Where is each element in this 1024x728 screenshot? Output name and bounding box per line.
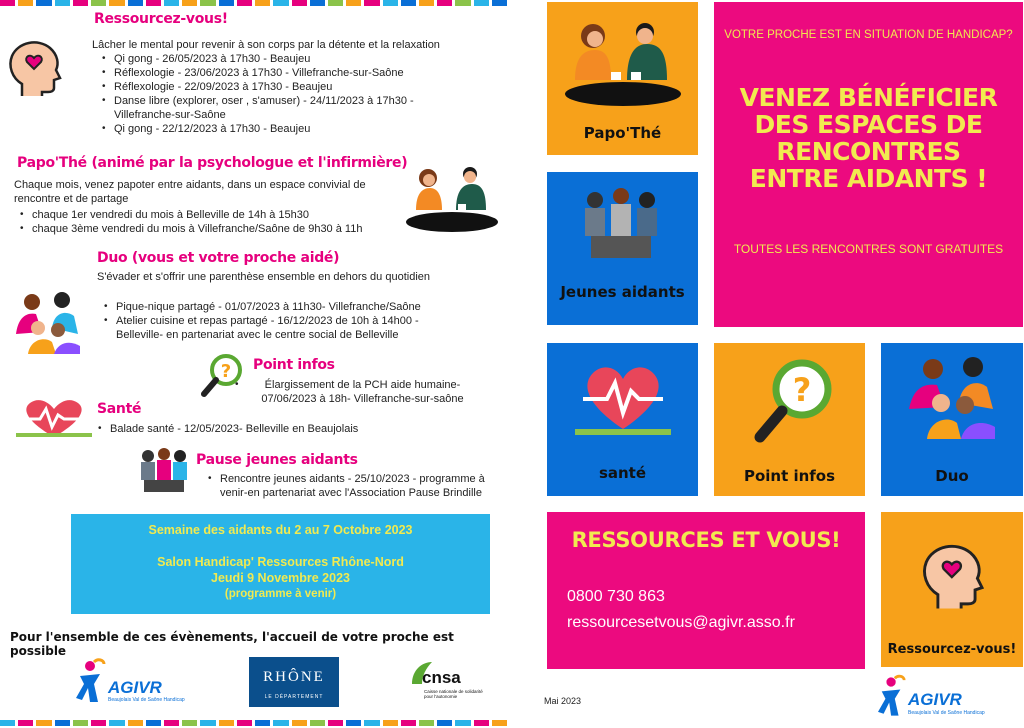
rhone-logo-sub: LE DÉPARTEMENT — [264, 694, 324, 700]
health-heart-illustration — [16, 397, 92, 441]
rhone-logo-text: RHÔNE — [263, 669, 325, 685]
cnsa-logo — [408, 660, 488, 708]
events-banner — [71, 514, 490, 614]
banner-line-1: Semaine des aidants du 2 au 7 Octobre 2023 — [148, 523, 413, 537]
footer-note: Pour l'ensemble de ces évènements, l'accueil de votre proche est possible — [10, 630, 454, 658]
tea-people-illustration — [402, 160, 502, 234]
duo-people-tile-illustration — [903, 353, 1003, 441]
ressourcez-title: Ressourcez-vous! — [94, 11, 228, 27]
tea-people-tile-illustration — [561, 14, 685, 106]
agivr-logo-right-text: AGIVR — [908, 690, 962, 709]
bottom-color-strip — [0, 720, 510, 726]
list-item: • Balade santé - 12/05/2023- Belleville en Beaujolais — [96, 422, 416, 436]
tile-duo-label: Duo — [935, 467, 969, 485]
banner-line-2: Salon Handicap' Ressources Rhône-Nord — [157, 555, 404, 569]
list-item: • chaque 3ème vendredi du mois à Villefranche/Saône de 9h30 à 11h — [18, 222, 388, 236]
health-heart-tile-illustration — [575, 359, 671, 437]
svg-text:?: ? — [792, 371, 812, 409]
list-item: • Réflexologie - 22/09/2023 à 17h30 - Beaujeu — [100, 80, 430, 94]
banner-line-4: (programme à venir) — [224, 588, 337, 600]
contact-phone: 0800 730 863 — [567, 588, 665, 605]
banner-line-3: Jeudi 9 Novembre 2023 — [211, 571, 350, 585]
agivr-figure-icon — [878, 674, 906, 718]
list-item: • Danse libre (explorer, oser , s'amuser) - 24/11/2023 à 17h30 - Villefranche-sur-Saône — [100, 94, 430, 122]
agivr-logo-right — [878, 674, 1018, 724]
papothe-intro: Chaque mois, venez papoter entre aidants, dans un espace convivial de rencontre et de partage — [14, 179, 366, 205]
cnsa-logo-sub: Caisse nationale de solidarité pour l'autonomie — [424, 689, 483, 699]
duo-list — [102, 300, 462, 342]
list-item: • Élargissement de la PCH aide humaine- 07/06/2023 à 18h- Villefranche-sur-saône — [233, 378, 478, 406]
agivr-figure-icon — [76, 658, 106, 704]
tile-papothe — [547, 2, 698, 155]
young-carers-tile-illustration — [577, 186, 667, 262]
tile-infos-label: Point infos — [743, 467, 836, 485]
jeunes-list — [206, 472, 496, 500]
svg-text:?: ? — [220, 361, 232, 382]
hero-bottom-text: TOUTES LES RENCONTRES SONT GRATUITES — [733, 242, 1004, 256]
hero-top-text: VOTRE PROCHE EST EN SITUATION DE HANDICAP? — [724, 29, 1013, 41]
duo-intro: S'évader et s'offrir une parenthèse ensemble en dehors du quotidien — [97, 271, 430, 283]
sante-title: Santé — [97, 401, 142, 417]
list-item: • Réflexologie - 23/06/2023 à 17h30 - Villefranche-sur-Saône — [100, 66, 430, 80]
tile-sante-label: santé — [598, 464, 647, 482]
young-carers-illustration — [136, 446, 192, 494]
jeunes-title: Pause jeunes aidants — [196, 452, 358, 468]
tile-ressourcez — [881, 512, 1023, 667]
magnifier-tile-icon — [752, 355, 836, 445]
tile-jeunes-label: Jeunes aidants — [560, 283, 685, 301]
duo-people-illustration — [8, 288, 88, 358]
infos-list — [233, 378, 478, 406]
agivr-logo-text: AGIVR — [108, 678, 162, 697]
issue-date: Mai 2023 — [544, 696, 582, 706]
top-color-strip — [0, 0, 510, 6]
ressourcez-list — [100, 52, 430, 136]
ressourcez-intro: Lâcher le mental pour revenir à son corps par la détente et la relaxation — [92, 39, 440, 51]
infos-title: Point infos — [253, 357, 335, 373]
list-item: • chaque 1er vendredi du mois à Belleville de 14h à 15h30 — [18, 208, 388, 222]
contact-panel — [547, 512, 865, 669]
duo-title: Duo (vous et votre proche aidé) — [97, 250, 340, 266]
list-item: • Qi gong - 26/05/2023 à 17h30 - Beaujeu — [100, 52, 430, 66]
papothe-list — [18, 208, 388, 236]
agivr-logo-right-sub: Beaujolais Val de Saône Handicap — [908, 710, 985, 716]
list-item: • Pique-nique partagé - 01/07/2023 à 11h30- Villefranche/Saône — [102, 300, 462, 314]
tile-jeunes — [547, 172, 698, 325]
tile-ressourcez-label: Ressourcez-vous! — [887, 642, 1017, 657]
tile-sante — [547, 343, 698, 496]
list-item: • Qi gong - 22/12/2023 à 17h30 - Beaujeu — [100, 122, 430, 136]
rhone-logo — [249, 657, 339, 707]
tile-infos — [714, 343, 865, 496]
list-item: • Atelier cuisine et repas partagé - 16/12/2023 de 10h à 14h00 - Belleville- en partenariat avec le centre social de Belleville — [102, 314, 462, 342]
list-item: • Rencontre jeunes aidants - 25/10/2023 - programme à venir-en partenariat avec l'Association Pause Brindille — [206, 472, 496, 500]
agivr-logo-sub: Beaujolais Val de Saône Handicap — [108, 697, 185, 703]
sante-list — [96, 422, 416, 436]
agivr-logo — [76, 658, 226, 708]
hero-panel — [714, 2, 1023, 327]
mind-head-icon — [4, 36, 66, 100]
papothe-title: Papo'Thé (animé par la psychologue et l'infirmière) — [17, 155, 408, 171]
tile-duo — [881, 343, 1023, 496]
cnsa-logo-text: cnsa — [422, 668, 461, 687]
mind-head-tile-icon — [917, 526, 989, 626]
hero-title: VENEZ BÉNÉFICIER DES ESPACES DE RENCONTRES ENTRE AIDANTS ! — [739, 83, 998, 193]
contact-title: RESSOURCES ET VOUS! — [571, 528, 841, 552]
contact-email[interactable]: ressourcesetvous@agivr.asso.fr — [567, 614, 795, 631]
tile-papothe-label: Papo'Thé — [583, 124, 662, 142]
